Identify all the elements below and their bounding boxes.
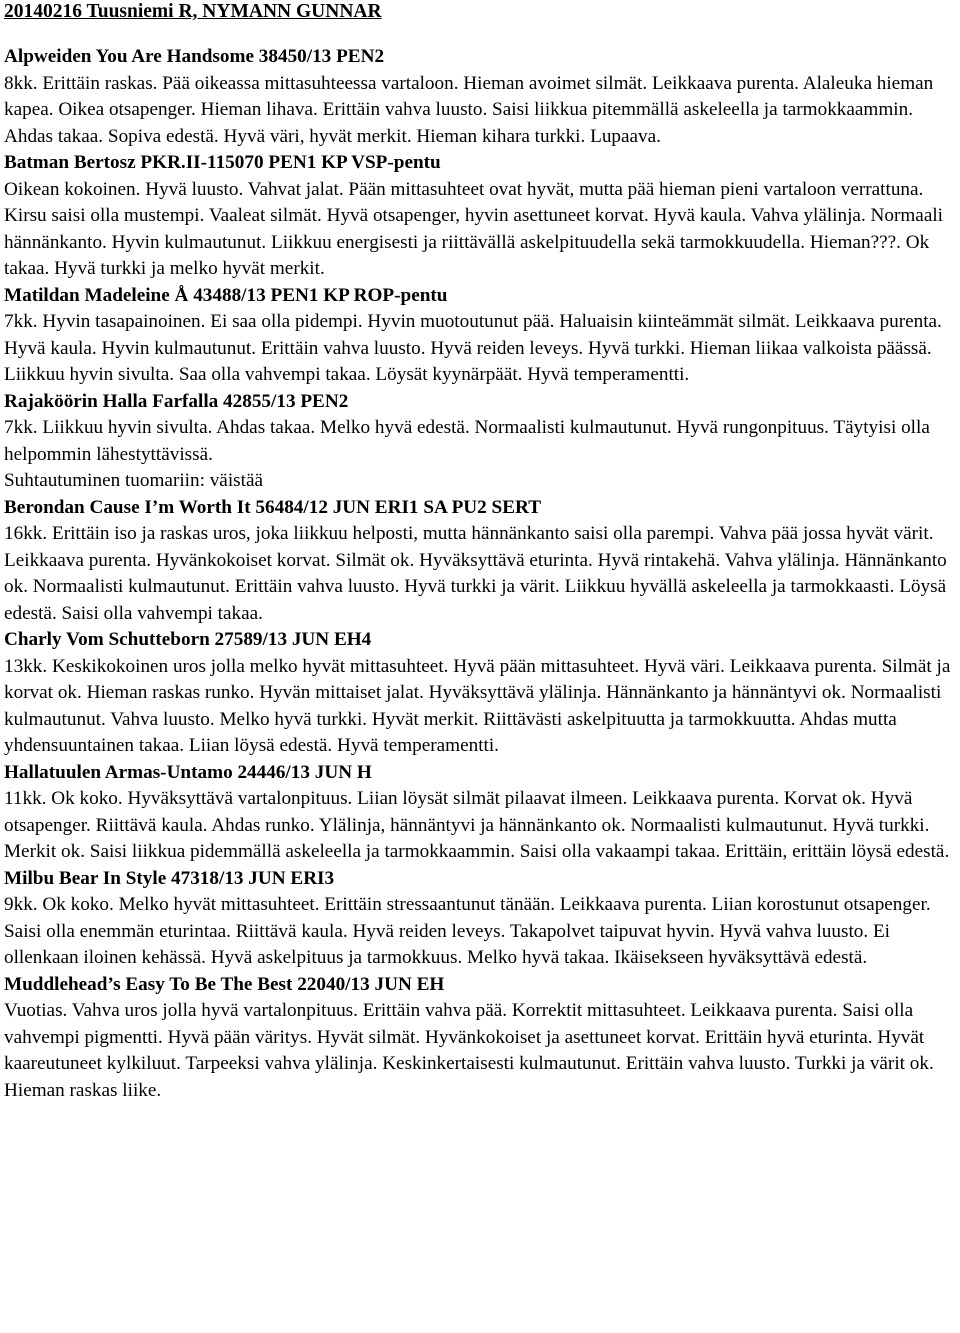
document-title: 20140216 Tuusniemi R, NYMANN GUNNAR <box>4 1 382 22</box>
dog-critique: 11kk. Ok koko. Hyväksyttävä vartalonpituus. Liian löysät silmät pilaavat ilmeen. Leikkaava purenta. Korvat ok. Hyvä otsapenger. Riittävä kaula. Ahdas runko. Ylälinja, hännäntyvi ja hännänkanto ok. Normaalisti kulmautunut. Hyvä turkki. Merkit ok. Saisi liikkua pidemmällä askeleella ja tarmokkaammin. Saisi olla vakaampi takaa. Erittäin, erittäin löysä edestä. <box>4 788 950 862</box>
dog-entry <box>4 972 956 1105</box>
dog-name: Milbu Bear In Style 47318/13 JUN ERI3 <box>4 867 335 889</box>
junior-class-group <box>4 495 956 1105</box>
dog-name: Muddlehead’s Easy To Be The Best 22040/13 JUN EH <box>4 973 445 995</box>
dog-entry <box>4 760 956 866</box>
dog-entry <box>4 495 956 628</box>
dog-name: Matildan Madeleine Å 43488/13 PEN1 KP ROP-pentu <box>4 284 448 306</box>
dog-name: Batman Bertosz PKR.II-115070 PEN1 KP VSP-pentu <box>4 152 441 173</box>
dog-critique: 7kk. Hyvin tasapainoinen. Ei saa olla pidempi. Hyvin muotoutunut pää. Haluaisin kiinteämmät silmät. Leikkaava purenta. Hyvä kaula. Hyvin kulmautunut. Erittäin vahva luusto. Hyvä reiden leveys. Hyvä turkki. Hieman liikaa valkoista päässä. Liikkuu hyvin sivulta. Saa olla vahvempi takaa. Löysät kyynärpäät. Hyvä temperamentti. <box>4 311 942 385</box>
dog-entry <box>4 389 956 469</box>
judge-attitude-note: Suhtautuminen tuomariin: väistää <box>4 470 263 491</box>
dog-name: Charly Vom Schutteborn 27589/13 JUN EH4 <box>4 629 372 650</box>
dog-entry <box>4 150 956 283</box>
dog-critique: 13kk. Keskikokoinen uros jolla melko hyvät mittasuhteet. Hyvä pään mittasuhteet. Hyvä väri. Leikkaava purenta. Silmät ja korvat ok. Hieman raskas runko. Hyvän mittaiset jalat. Hyväksyttävä ylälinja. Hännänkanto ja hännäntyvi ok. Normaalisti kulmautunut. Vahva luusto. Melko hyvä turkki. Hyvät merkit. Riittävästi askelpituutta ja tarmokkuutta. Ahdas mutta yhdensuuntainen takaa. Liian löysä edestä. Hyvä temperamentti. <box>4 655 951 756</box>
dog-name: Alpweiden You Are Handsome 38450/13 PEN2 <box>4 46 385 67</box>
dog-entry <box>4 866 956 972</box>
dog-critique: 7kk. Liikkuu hyvin sivulta. Ahdas takaa. Melko hyvä edestä. Normaalisti kulmautunut. Hyvä rungonpituus. Täytyisi olla helpommin lähestyttävissä. <box>4 417 930 465</box>
document-page <box>4 0 956 1104</box>
dog-critique: Oikean kokoinen. Hyvä luusto. Vahvat jalat. Pään mittasuhteet ovat hyvät, mutta pää hieman pieni vartaloon verrattuna. Kirsu saisi olla mustempi. Vaaleat silmät. Hyvä otsapenger, hyvin asettuneet korvat. Hyvä kaula. Vahva ylälinja. Normaali hännänkanto. Hyvin kulmautunut. Liikkuu energisesti ja riittävällä askelpituudella sekä tarmokkuudella. Hieman???. Ok takaa. Hyvä turkki ja melko hyvät merkit. <box>4 178 944 279</box>
dog-critique: Vuotias. Vahva uros jolla hyvä vartalonpituus. Erittäin vahva pää. Korrektit mittasuhteet. Leikkaava purenta. Saisi olla vahvempi pigmentti. Hyvä pään väritys. Hyvät silmät. Hyvänkokoiset ja asettuneet korvat. Erittäin hyvä eturinta. Hyvät kaareutuneet kylkiluut. Tarpeeksi vahva ylälinja. Keskinkertaisesti kulmautunut. Erittäin vahva luusto. Turkki ja värit ok. Hieman raskas liike. <box>4 1000 934 1101</box>
puppy-class-group <box>4 44 956 468</box>
dog-entry <box>4 44 956 150</box>
dog-entry <box>4 283 956 389</box>
dog-critique: 9kk. Ok koko. Melko hyvät mittasuhteet. Erittäin stressaantunut tänään. Leikkaava purenta. Liian korostunut otsapenger. Saisi olla enemmän eturintaa. Riittävä kaula. Hyvä reiden leveys. Takapolvet taipuvat hyvin. Hyvä vahva luusto. Ei ollenkaan iloinen kehässä. Hyvä askelpituus ja tarmokkuus. Melko hyvä takaa. Ikäisekseen hyväksyttävä edestä. <box>4 894 931 968</box>
dog-name: Rajaköörin Halla Farfalla 42855/13 PEN2 <box>4 390 349 412</box>
dog-name: Berondan Cause I’m Worth It 56484/12 JUN ERI1 SA PU2 SERT <box>4 496 542 518</box>
dog-critique: 8kk. Erittäin raskas. Pää oikeassa mittasuhteessa vartaloon. Hieman avoimet silmät. Leikkaava purenta. Alaleuka hieman kapea. Oikea otsapenger. Hieman lihava. Erittäin vahva luusto. Saisi liikkua pitemmällä askeleella ja tarmokkaammin. Ahdas takaa. Sopiva edestä. Hyvä väri, hyvät merkit. Hieman kihara turkki. Lupaava. <box>4 72 934 147</box>
dog-entry <box>4 627 956 760</box>
dog-critique: 16kk. Erittäin iso ja raskas uros, joka liikkuu helposti, mutta hännänkanto saisi olla parempi. Vahva pää jossa hyvät värit. Leikkaava purenta. Hyvänkokoiset korvat. Silmät ok. Hyväksyttävä eturinta. Hyvä rintakehä. Vahva ylälinja. Hännänkanto ok. Normaalisti kulmautunut. Erittäin vahva luusto. Hyvä turkki ja värit. Liikkuu hyvällä askeleella ja tarmokkaasti. Löysä edestä. Saisi olla vahvempi takaa. <box>4 523 947 624</box>
dog-name: Hallatuulen Armas-Untamo 24446/13 JUN H <box>4 761 372 783</box>
